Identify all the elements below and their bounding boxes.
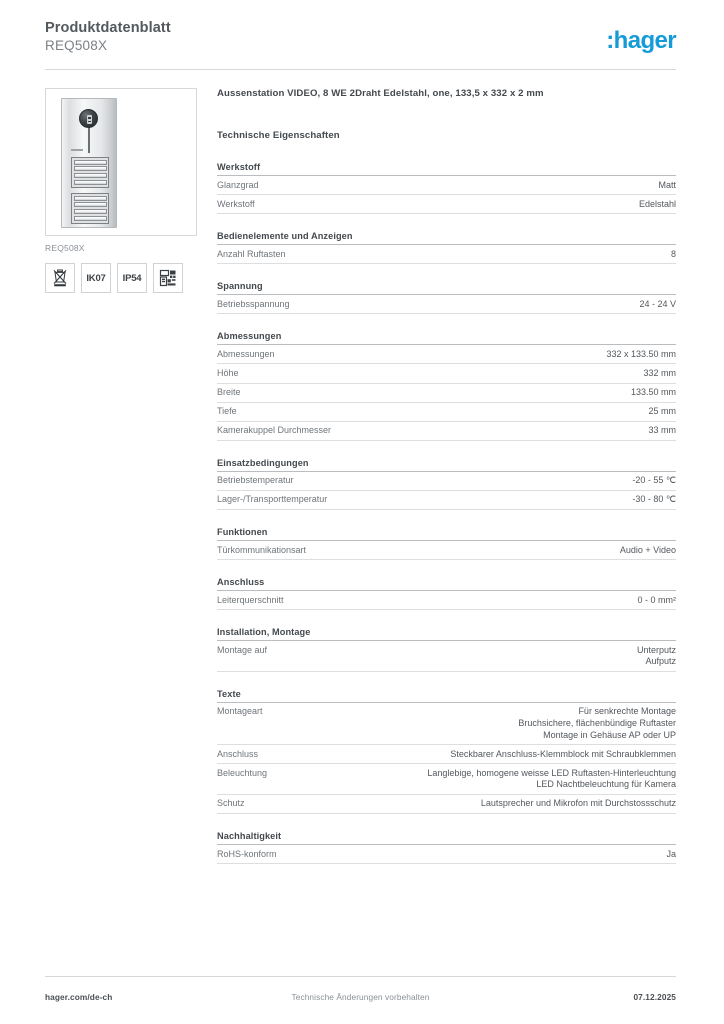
spec-group-title: Bedienelemente und Anzeigen	[217, 231, 676, 245]
spec-label: Montageart	[217, 706, 263, 717]
spec-value	[308, 475, 676, 487]
spec-label: Lager-/Transporttemperatur	[217, 494, 328, 505]
spec-label: Leiterquerschnitt	[217, 594, 284, 605]
header-divider	[45, 69, 676, 70]
spec-label: Beleuchtung	[217, 767, 268, 778]
spec-value	[251, 406, 676, 418]
footer-divider	[45, 976, 676, 977]
spec-group-title: Funktionen	[217, 527, 676, 541]
spec-row	[217, 541, 676, 560]
spec-row	[217, 245, 676, 264]
spec-label: Anzahl Ruftasten	[217, 248, 286, 259]
spec-group-title: Werkstoff	[217, 162, 676, 176]
product-image-caption: REQ508X	[45, 243, 85, 253]
spec-row	[217, 195, 676, 214]
spec-value	[281, 645, 676, 668]
spec-group	[217, 577, 676, 610]
spec-value-line: 332 mm	[643, 367, 676, 378]
page-header	[45, 20, 676, 70]
spec-group	[217, 458, 676, 510]
spec-group-title: Einsatzbedingungen	[217, 458, 676, 472]
spec-value-line: 25 mm	[648, 406, 676, 417]
spec-value	[289, 349, 676, 361]
spec-value-line: Steckbarer Anschluss-Klemmblock mit Schraubklemmen	[450, 748, 676, 759]
call-button-group-lower	[71, 193, 109, 224]
spec-value-line: -30 - 80 ℃	[632, 494, 676, 505]
spec-value-line: Edelstahl	[638, 198, 676, 209]
call-button	[74, 196, 107, 201]
call-button	[74, 180, 107, 185]
pictogram-icon	[153, 263, 183, 293]
spec-value	[255, 387, 676, 399]
spec-value-line: Für senkrechte Montage	[578, 706, 676, 717]
spec-row	[217, 472, 676, 491]
spec-value	[272, 749, 676, 761]
spec-value	[281, 768, 676, 791]
spec-group-list	[217, 162, 676, 864]
product-description: Aussenstation VIDEO, 8 WE 2Draht Edelstahl, one, 133,5 x 332 x 2 mm	[217, 88, 544, 99]
spec-group-title: Texte	[217, 689, 676, 703]
spec-value	[273, 180, 676, 192]
spec-group-title: Abmessungen	[217, 331, 676, 345]
product-image	[45, 88, 197, 236]
spec-label: Abmessungen	[217, 348, 275, 359]
spec-label: Werkstoff	[217, 198, 255, 209]
brand-mark	[71, 149, 83, 151]
spec-row	[217, 491, 676, 510]
spec-value-line: Bruchsichere, flächenbündige Ruftaster	[518, 718, 676, 728]
spec-row	[217, 403, 676, 422]
spec-label: Betriebsspannung	[217, 298, 290, 309]
spec-label: Anschluss	[217, 748, 259, 759]
ingress-protection-badge: IP54	[117, 263, 147, 293]
spec-value-line: -20 - 55 ℃	[632, 475, 676, 486]
spec-row	[217, 764, 676, 795]
spec-group	[217, 331, 676, 440]
call-button-group-upper	[71, 157, 109, 188]
hager-logo: :hager	[606, 27, 676, 54]
spec-row	[217, 703, 676, 745]
page-footer	[45, 992, 676, 1002]
call-button	[74, 160, 107, 165]
spec-value	[277, 706, 676, 741]
spec-value-line: Audio + Video	[619, 544, 676, 555]
spec-group	[217, 689, 676, 814]
spec-value-line: Langlebige, homogene weisse LED Ruftasten-Hinterleuchtung	[427, 767, 676, 778]
page-subtitle-product-code: REQ508X	[45, 38, 108, 53]
spec-label: Kamerakuppel Durchmesser	[217, 425, 332, 436]
certification-badge-row	[45, 263, 197, 293]
footer-website-link[interactable]: hager.com/de-ch	[45, 992, 113, 1002]
spec-row	[217, 345, 676, 364]
spec-row	[217, 422, 676, 441]
spec-value	[304, 299, 676, 311]
page-title: Produktdatenblatt	[45, 20, 171, 36]
spec-label: Schutz	[217, 798, 245, 809]
spec-row	[217, 384, 676, 403]
spec-row	[217, 845, 676, 864]
spec-group-title: Anschluss	[217, 577, 676, 591]
spec-label: Höhe	[217, 367, 239, 378]
door-station-illustration	[61, 98, 117, 228]
spec-value-line: 0 - 0 mm²	[637, 594, 676, 605]
spec-value	[300, 249, 676, 261]
technical-properties-heading: Technische Eigenschaften	[217, 130, 340, 141]
spec-value	[253, 368, 676, 380]
call-button	[74, 202, 107, 207]
spec-group	[217, 281, 676, 314]
spec-value-line: Lautsprecher und Mikrofon mit Durchstossschutz	[480, 798, 676, 809]
spec-group-title: Spannung	[217, 281, 676, 295]
spec-group	[217, 527, 676, 560]
spec-value-line: 33 mm	[648, 425, 676, 436]
spec-group	[217, 831, 676, 864]
spec-row	[217, 364, 676, 383]
call-button	[74, 216, 107, 221]
impact-rating-badge: IK07	[81, 263, 111, 293]
spec-value-line: 133.50 mm	[630, 387, 676, 398]
spec-value-line: Ja	[666, 848, 676, 859]
product-media-column	[45, 88, 197, 293]
spec-value	[269, 199, 676, 211]
spec-value	[341, 494, 676, 506]
camera-dome-icon	[79, 109, 98, 128]
spec-group-title: Installation, Montage	[217, 627, 676, 641]
call-button	[74, 209, 107, 214]
spec-label: Tiefe	[217, 406, 237, 417]
spec-value-line: 8	[670, 248, 676, 259]
spec-label: Glanzgrad	[217, 179, 259, 190]
spec-label: Montage auf	[217, 644, 268, 655]
spec-group	[217, 627, 676, 672]
call-button	[74, 173, 107, 178]
spec-group-title: Nachhaltigkeit	[217, 831, 676, 845]
spec-label: RoHS-konform	[217, 848, 277, 859]
spec-row	[217, 591, 676, 610]
spec-value-line: 332 x 133.50 mm	[606, 348, 676, 359]
spec-row	[217, 795, 676, 814]
footer-disclaimer: Technische Änderungen vorbehalten	[291, 992, 430, 1002]
spec-value	[345, 425, 676, 437]
spec-row	[217, 295, 676, 314]
spec-group	[217, 231, 676, 264]
footer-date: 07.12.2025	[633, 992, 676, 1002]
spec-value-line: Unterputz	[636, 644, 676, 655]
spec-label: Türkommunikationsart	[217, 544, 307, 555]
spec-value-line: 24 - 24 V	[639, 298, 676, 309]
spec-value-line: Aufputz	[645, 656, 676, 667]
weee-icon	[45, 263, 75, 293]
spec-value-line: Montage in Gehäuse AP oder UP	[543, 729, 676, 740]
specifications-column	[217, 88, 676, 864]
spec-label: Betriebstemperatur	[217, 475, 294, 486]
spec-value	[320, 545, 676, 557]
spec-row	[217, 641, 676, 672]
spec-value	[298, 595, 676, 607]
spec-value	[291, 849, 676, 861]
spec-value	[259, 798, 676, 810]
spec-row	[217, 745, 676, 764]
call-button	[74, 166, 107, 171]
spec-value-line: Matt	[658, 179, 676, 190]
spec-value-line: LED Nachtbeleuchtung für Kamera	[536, 779, 676, 790]
spec-group	[217, 162, 676, 214]
camera-lens	[87, 115, 92, 124]
spec-label: Breite	[217, 387, 241, 398]
spec-row	[217, 176, 676, 195]
